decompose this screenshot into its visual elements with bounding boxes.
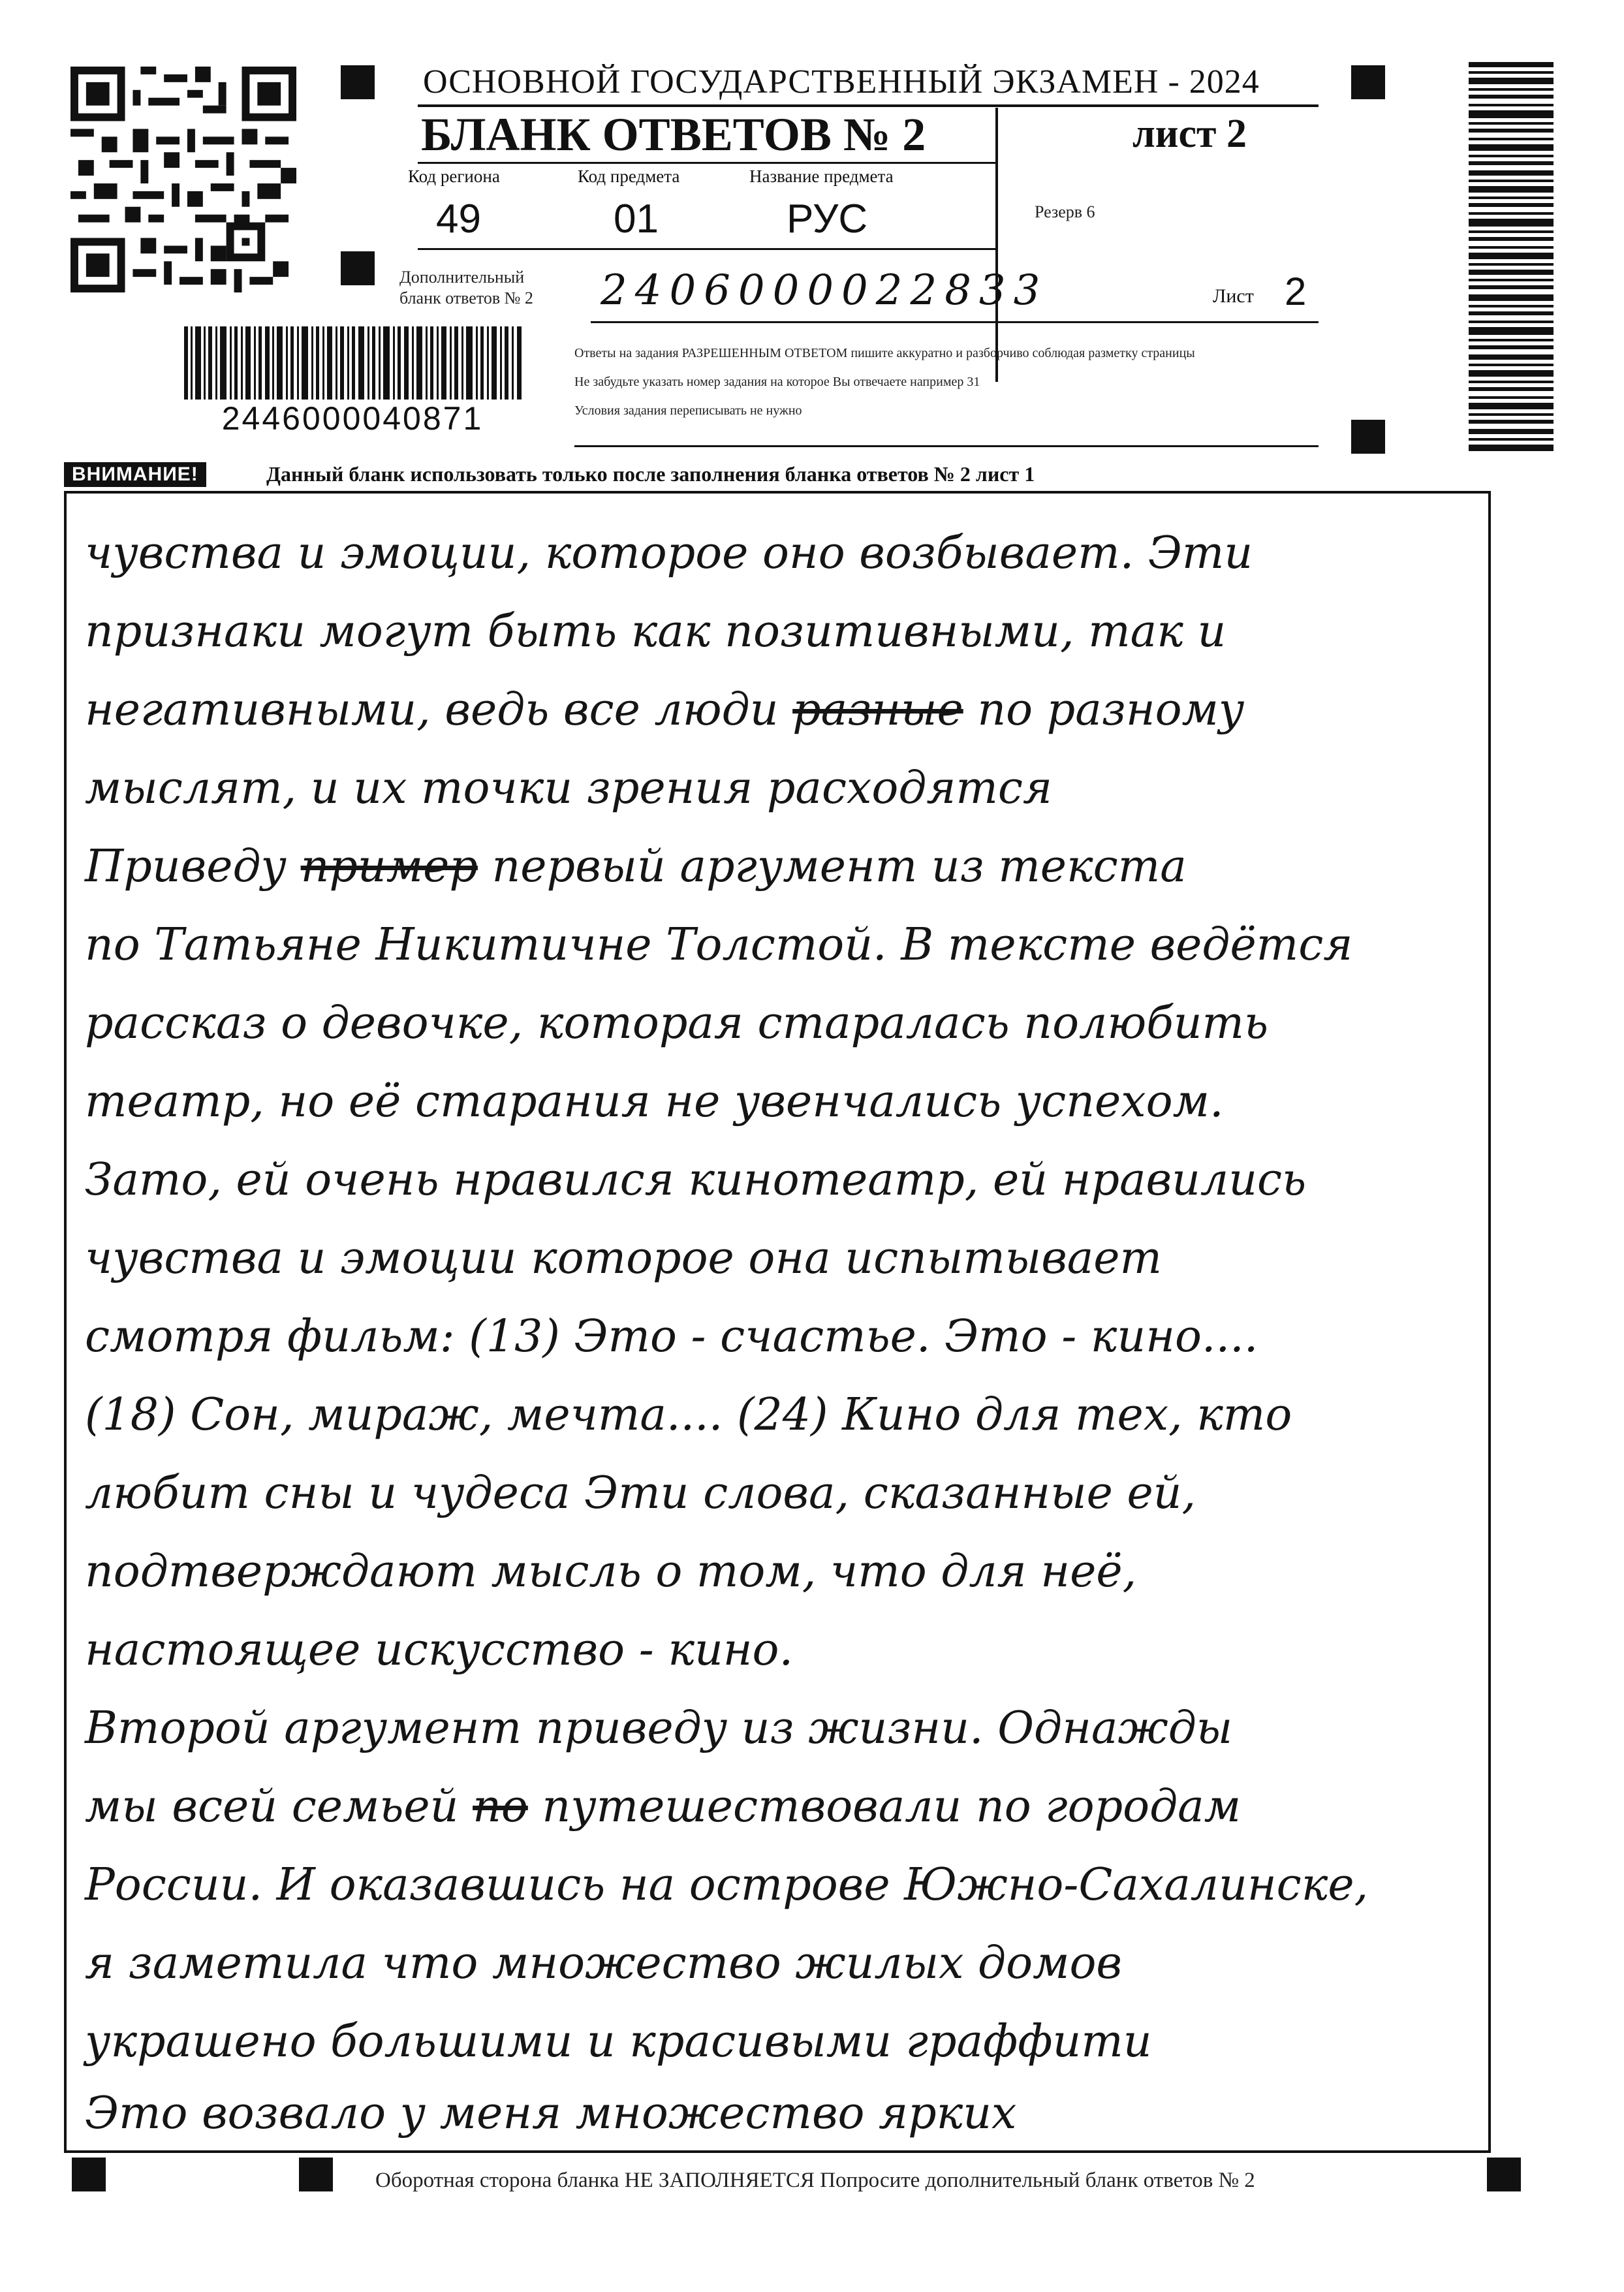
answer-line: рассказ о девочке, которая старалась полюбить (85, 997, 1268, 1049)
answer-line: Второй аргумент приведу из жизни. Однажды (85, 1703, 1233, 1754)
answer-line: Зато, ей очень нравился кинотеатр, ей нравились (85, 1154, 1307, 1206)
note: Условия задания переписывать не нужно (574, 403, 802, 418)
divider (418, 104, 1319, 107)
sheet-number-value: 2 (1285, 270, 1307, 313)
subject-name-label: Название предмета (749, 166, 894, 186)
answer-line: смотря фильм: (13) Это - счастье. Это - кино.... (85, 1311, 1258, 1362)
divider (418, 248, 995, 250)
answer-line: подтверждают мысль о том, что для неё, (85, 1546, 1137, 1597)
divider (995, 108, 998, 382)
answer-line: (18) Сон, мираж, мечта.... (24) Кино для тех, кто (85, 1389, 1292, 1441)
extra-form-label: бланк ответов № 2 (399, 289, 533, 307)
qr-code-icon (70, 67, 296, 292)
alignment-marker (1351, 65, 1385, 99)
region-value: 49 (436, 196, 481, 242)
note: Не забудьте указать номер задания на которое Вы отвечаете например 31 (574, 375, 980, 389)
struck-word: разные (792, 684, 963, 736)
reserve-label: Резерв 6 (1035, 202, 1095, 221)
answer-line: Приведу пример первый аргумент из текста (85, 841, 1187, 892)
alignment-marker (1351, 420, 1385, 454)
warning-text: Данный бланк использовать только после заполнения бланка ответов № 2 лист 1 (266, 462, 1035, 486)
form-title: БЛАНК ОТВЕТОВ № 2 (421, 108, 926, 161)
barcode-number: 2446000040871 (163, 400, 542, 437)
answer-line: чувства и эмоции которое она испытывает (85, 1232, 1163, 1284)
answer-line: украшено большими и красивыми граффити (85, 2016, 1152, 2067)
subject-name-value: РУС (787, 196, 868, 242)
note: Ответы на задания РАЗРЕШЕННЫМ ОТВЕТОМ пишите аккуратно и разборчиво соблюдая разметку страницы (574, 346, 1195, 360)
answer-line: признаки могут быть как позитивными, так и (85, 606, 1226, 657)
answer-line: России. И оказавшись на острове Южно-Сахалинске, (85, 1859, 1369, 1911)
divider (418, 162, 995, 164)
warning-badge: ВНИМАНИЕ! (64, 462, 206, 487)
extra-form-label: Дополнительный (399, 268, 525, 287)
answer-line: негативными, ведь все люди разные по разному (85, 684, 1245, 736)
alignment-marker (72, 2158, 106, 2191)
footer-note: Оборотная сторона бланка НЕ ЗАПОЛНЯЕТСЯ Попросите дополнительный бланк ответов № 2 (375, 2169, 1255, 2192)
barcode-icon (184, 326, 523, 411)
answer-line: театр, но её старания не увенчались успехом. (85, 1076, 1224, 1127)
vertical-barcode-icon (1469, 62, 1554, 454)
answer-line: мыслят, и их точки зрения расходятся (85, 762, 1053, 814)
struck-word: по (473, 1781, 528, 1832)
struck-word: пример (300, 841, 478, 892)
exam-title: ОСНОВНОЙ ГОСУДАРСТВЕННЫЙ ЭКЗАМЕН - 2024 (423, 63, 1260, 101)
answer-line: мы всей семьей по путешествовали по городам (85, 1781, 1241, 1832)
sheet-number-label: Лист (1213, 285, 1254, 307)
subject-code-value: 01 (614, 196, 659, 242)
alignment-marker (341, 251, 375, 285)
answer-line: я заметила что множество жилых домов (85, 1938, 1122, 1989)
alignment-marker (341, 65, 375, 99)
sheet-label: лист 2 (1132, 112, 1247, 156)
region-label: Код региона (408, 166, 500, 186)
answer-line: Это возвало у меня множество ярких (85, 2088, 1017, 2139)
extra-form-number: 2406000022833 (601, 266, 1048, 315)
answer-line: любит сны и чудеса Эти слова, сказанные ей, (85, 1468, 1196, 1519)
divider (574, 445, 1319, 447)
subject-code-label: Код предмета (578, 166, 680, 186)
alignment-marker (299, 2158, 333, 2191)
answer-line: настоящее искусство - кино. (85, 1624, 794, 1676)
answer-line: чувства и эмоции, которое оно возбывает. Эти (85, 527, 1253, 579)
divider (591, 321, 1319, 323)
alignment-marker (1487, 2158, 1521, 2191)
answer-line: по Татьяне Никитичне Толстой. В тексте ведётся (85, 919, 1353, 971)
